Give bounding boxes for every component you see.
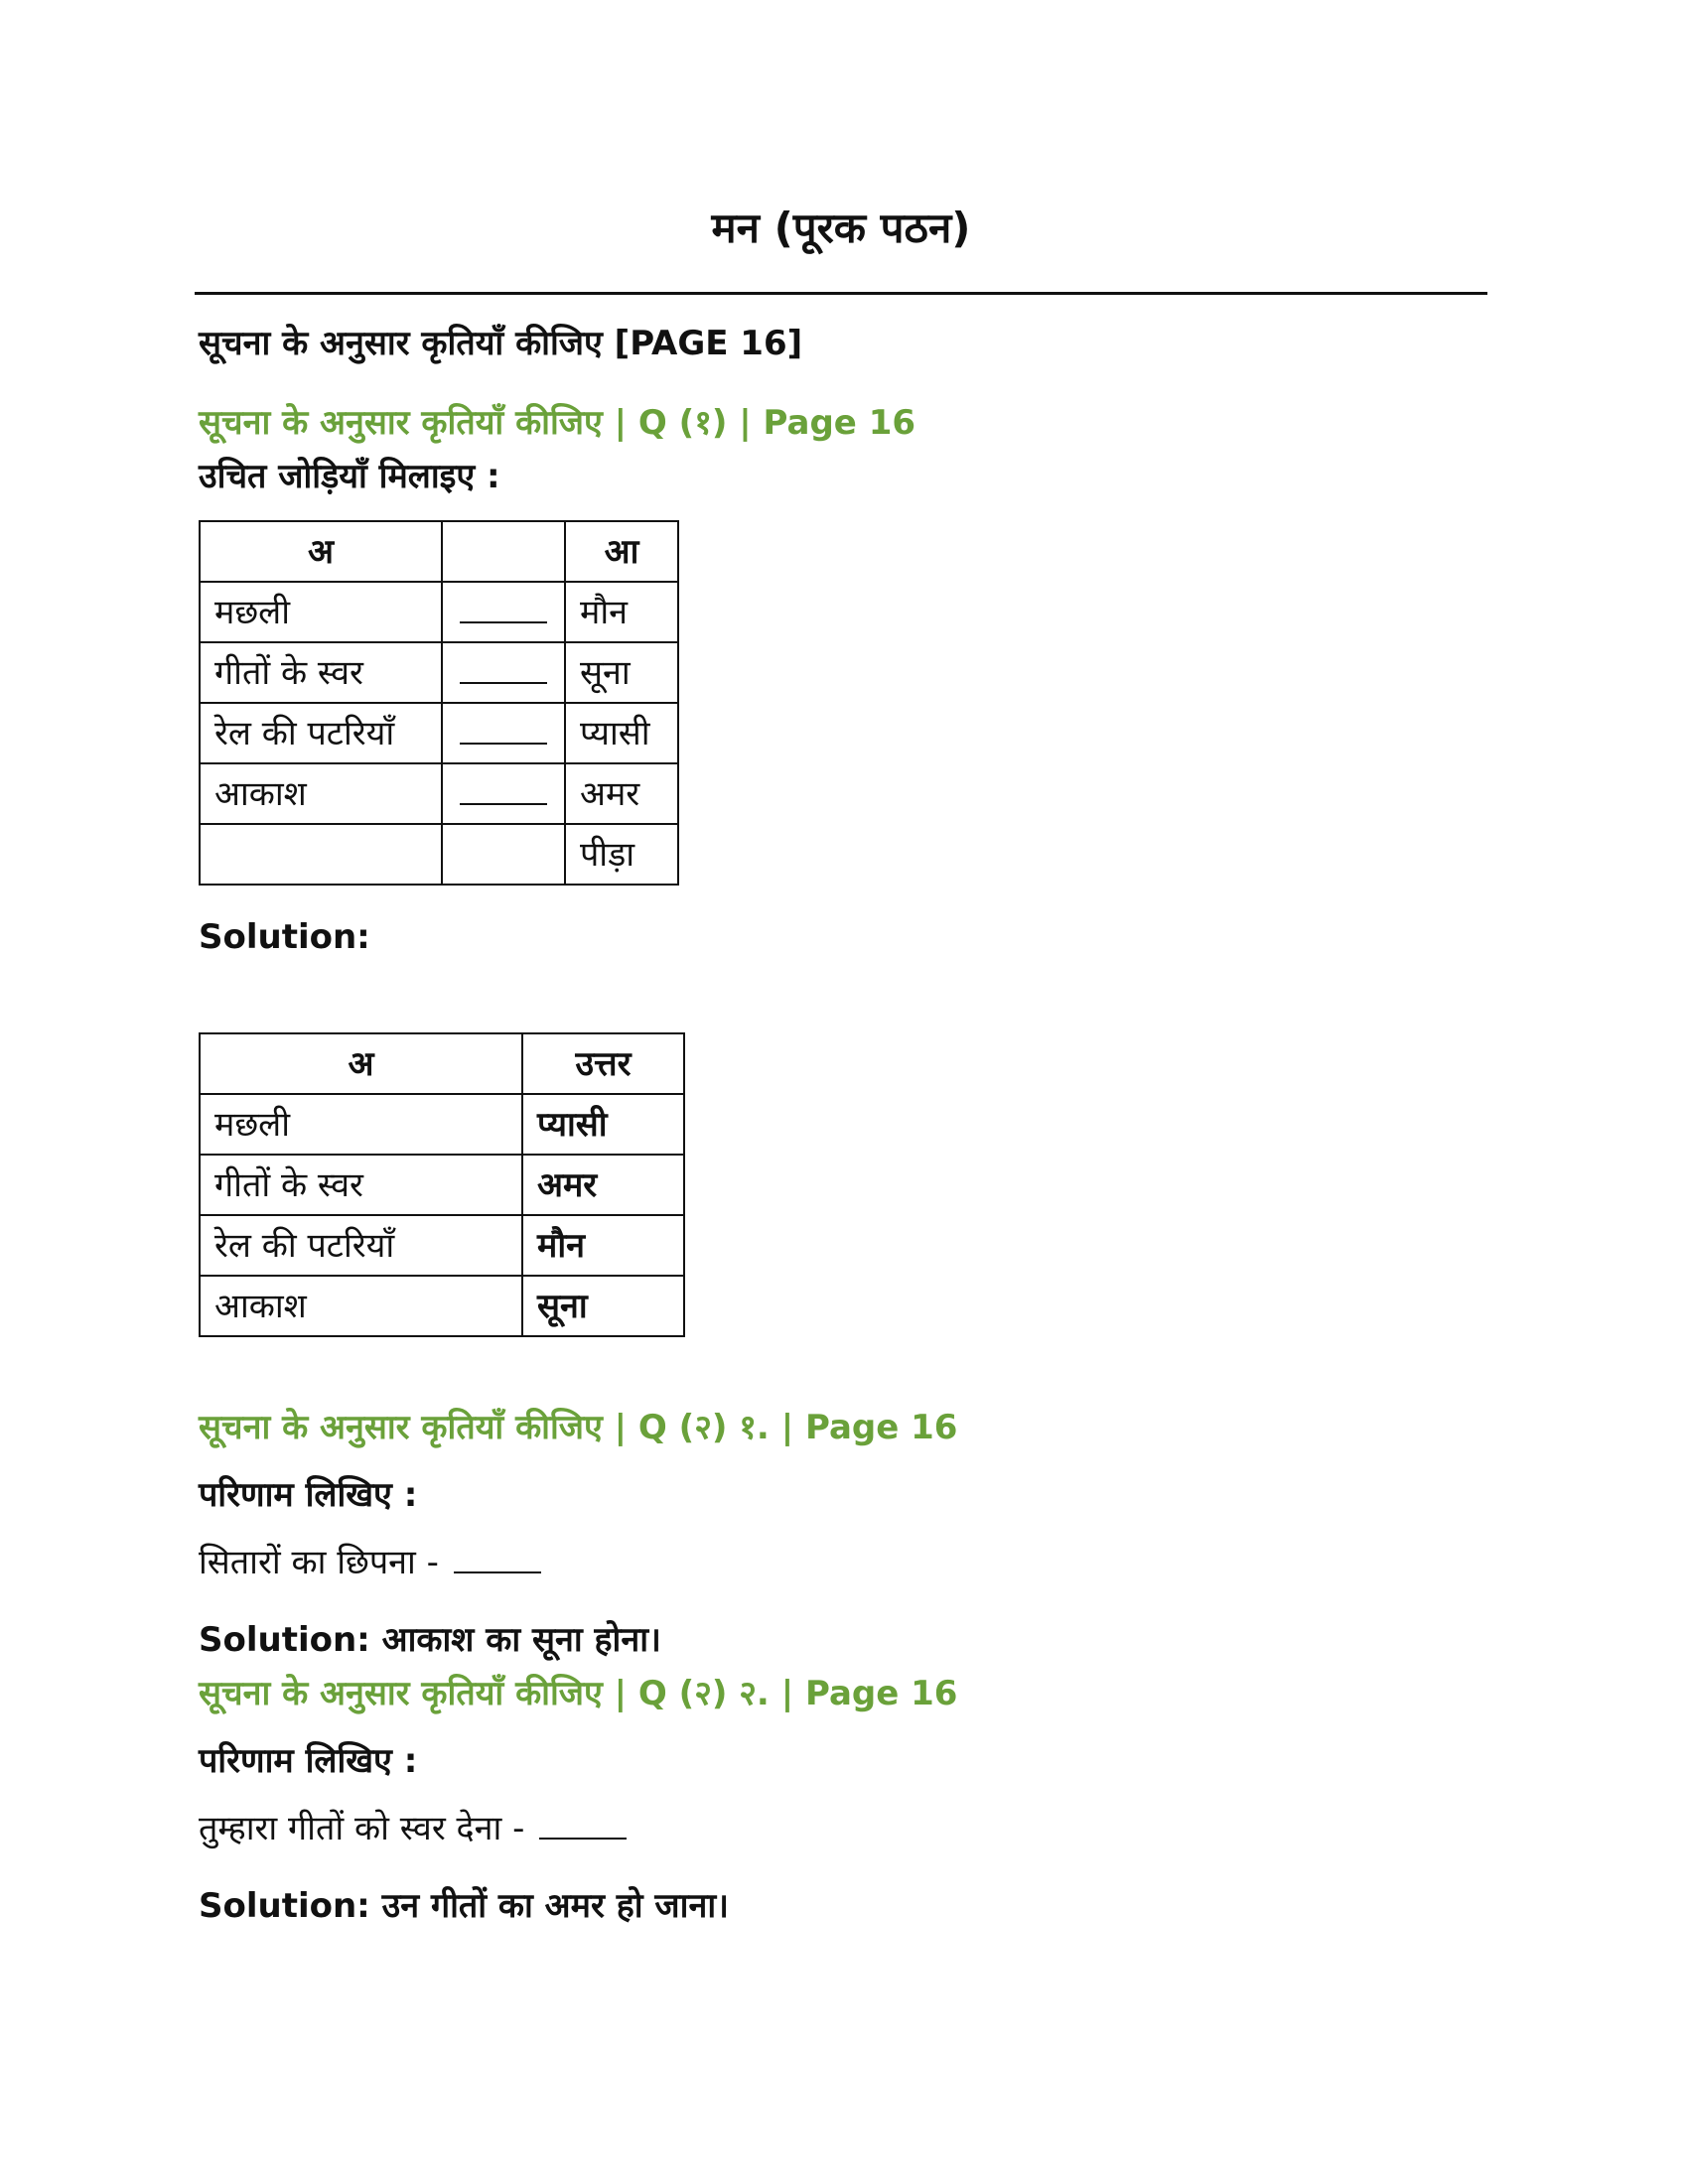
table-cell: रेल की पटरियाँ: [200, 703, 442, 763]
answer-cell: सूना: [522, 1276, 684, 1336]
q2-1-solution: Solution: आकाश का सूना होना।: [199, 1620, 661, 1660]
answer-cell: मौन: [522, 1215, 684, 1276]
solution-table: [199, 1032, 685, 1337]
column-header-aa: आ: [565, 521, 678, 582]
table-cell: मछली: [200, 1094, 522, 1155]
section-heading: सूचना के अनुसार कृतियाँ कीजिए [PAGE 16]: [199, 324, 803, 363]
table-row: [200, 1276, 684, 1336]
table-cell: सूना: [565, 642, 678, 703]
answer-blank[interactable]: [442, 763, 565, 824]
column-header-blank: [442, 521, 565, 582]
q2-2-prompt: [199, 1803, 627, 1854]
page-title: मन (पूरक पठन): [711, 204, 971, 252]
prompt-text: तुम्हारा गीतों को स्वर देना -: [199, 1809, 525, 1848]
answer-blank[interactable]: [442, 582, 565, 642]
table-row: [200, 1215, 684, 1276]
q1-solution-label: Solution:: [199, 917, 370, 957]
prompt-text: सितारों का छिपना -: [199, 1543, 439, 1582]
table-cell: आकाश: [200, 1276, 522, 1336]
answer-blank[interactable]: [539, 1808, 627, 1840]
table-cell: [200, 824, 442, 885]
table-cell: [442, 824, 565, 885]
q2-2-instruction: परिणाम लिखिए :: [199, 1741, 418, 1781]
answer-blank[interactable]: [442, 703, 565, 763]
title-divider: [195, 292, 1487, 295]
answer-blank[interactable]: [442, 642, 565, 703]
table-row: [200, 1155, 684, 1215]
answer-cell: प्यासी: [522, 1094, 684, 1155]
table-cell: आकाश: [200, 763, 442, 824]
table-cell: मौन: [565, 582, 678, 642]
q2-1-prompt: [199, 1537, 541, 1588]
match-table: [199, 520, 679, 886]
table-cell: गीतों के स्वर: [200, 1155, 522, 1215]
table-cell: रेल की पटरियाँ: [200, 1215, 522, 1276]
q2-2-solution: Solution: उन गीतों का अमर हो जाना।: [199, 1886, 730, 1926]
table-cell: प्यासी: [565, 703, 678, 763]
column-header-a: अ: [200, 521, 442, 582]
q1-heading: सूचना के अनुसार कृतियाँ कीजिए | Q (१) | Page 16: [199, 403, 916, 443]
table-row: [200, 582, 678, 642]
answer-blank[interactable]: [454, 1542, 541, 1573]
q2-1-heading: सूचना के अनुसार कृतियाँ कीजिए | Q (२) १. | Page 16: [199, 1408, 958, 1447]
table-row: [200, 642, 678, 703]
q1-instruction: उचित जोड़ियाँ मिलाइए :: [199, 457, 500, 496]
table-cell: मछली: [200, 582, 442, 642]
q2-2-heading: सूचना के अनुसार कृतियाँ कीजिए | Q (२) २. | Page 16: [199, 1674, 958, 1713]
column-header-a: अ: [200, 1033, 522, 1094]
table-cell: अमर: [565, 763, 678, 824]
table-row: [200, 824, 678, 885]
table-row: [200, 763, 678, 824]
q2-1-instruction: परिणाम लिखिए :: [199, 1475, 418, 1515]
table-row: [200, 703, 678, 763]
answer-cell: अमर: [522, 1155, 684, 1215]
table-header-row: [200, 1033, 684, 1094]
table-cell: गीतों के स्वर: [200, 642, 442, 703]
table-header-row: [200, 521, 678, 582]
column-header-answer: उत्तर: [522, 1033, 684, 1094]
table-cell: पीड़ा: [565, 824, 678, 885]
table-row: [200, 1094, 684, 1155]
